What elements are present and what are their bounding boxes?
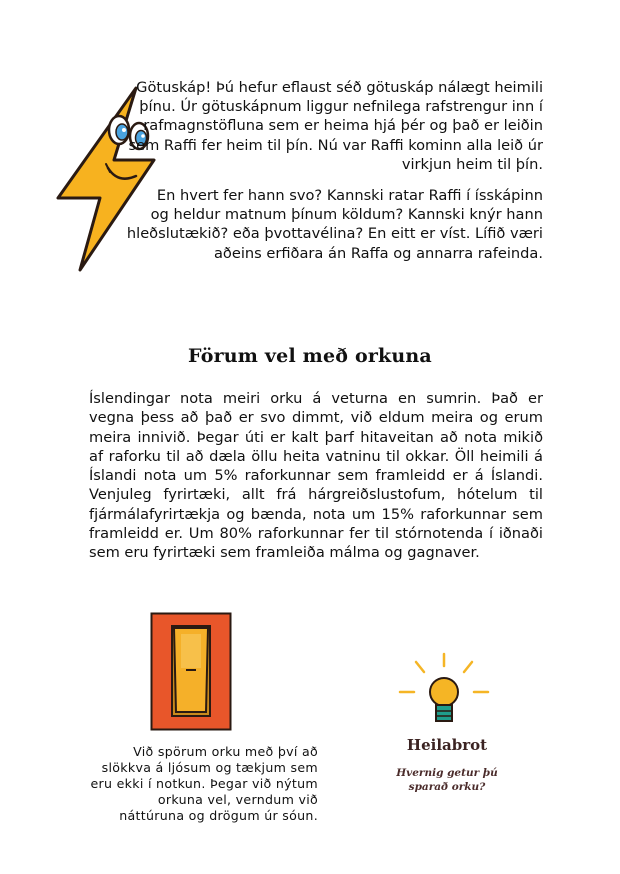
intro-paragraph-1: Götuskáp! Þú hefur eflaust séð götuskáp nálægt heimili þínu. Úr götuskápnum liggur nefnilega rafstrengur inn í rafmagnstöfluna sem er heima hjá þér og það er leiðin sem Raffi fer heim til þín. Nú var Raffi kominn alla leið úr virkjun heim til þín. [128, 79, 543, 173]
intro-paragraph-2: En hvert fer hann svo? Kannski ratar Raffi í ísskápinn og heldur matnum þínum köldum? Kannski knýr hann hleðslutækið? eða þvottavélina? En eitt er víst. Lífið væri aðeins erfiðara án Raffa og annarra rafeinda. [126, 187, 543, 262]
light-switch-icon [150, 612, 232, 731]
brain-teaser-question: Hvernig getur þú sparað orku? [396, 767, 498, 793]
section-title: Förum vel með orkuna [188, 345, 432, 367]
brain-teaser-title: Heilabrot [406, 736, 488, 754]
section-body: Íslendingar nota meiri orku á veturna en sumrin. Það er vegna þess að það er svo dimmt, við eldum meira og erum meira innivið. Þegar úti er kalt þarf hitaveitan að nota mikið af raforku til að dæla öllu heita vatninu til okkar. Öll heimili á Íslandi nota um 5% raforkunnar sem framleidd er á Íslandi. Venjuleg fyrirtæki, allt frá hárgreiðslustofum, hótelum til fjármálafyrirtækja og bænda, nota um 15% raforkunnar sem framleidd er. Um 80% raforkunnar fer til stórnotenda í iðnaði sem eru fyrirtæki sem framleiða málma og gagnaver. [89, 390, 543, 562]
intro-text [116, 78, 543, 263]
switch-caption: Við spörum orku með því að slökkva á ljósum og tækjum sem eru ekki í notkun. Þegar við nýtum orkuna vel, verndum við náttúruna og drögum úr sóun. [90, 744, 318, 823]
light-bulb-icon [396, 652, 492, 726]
